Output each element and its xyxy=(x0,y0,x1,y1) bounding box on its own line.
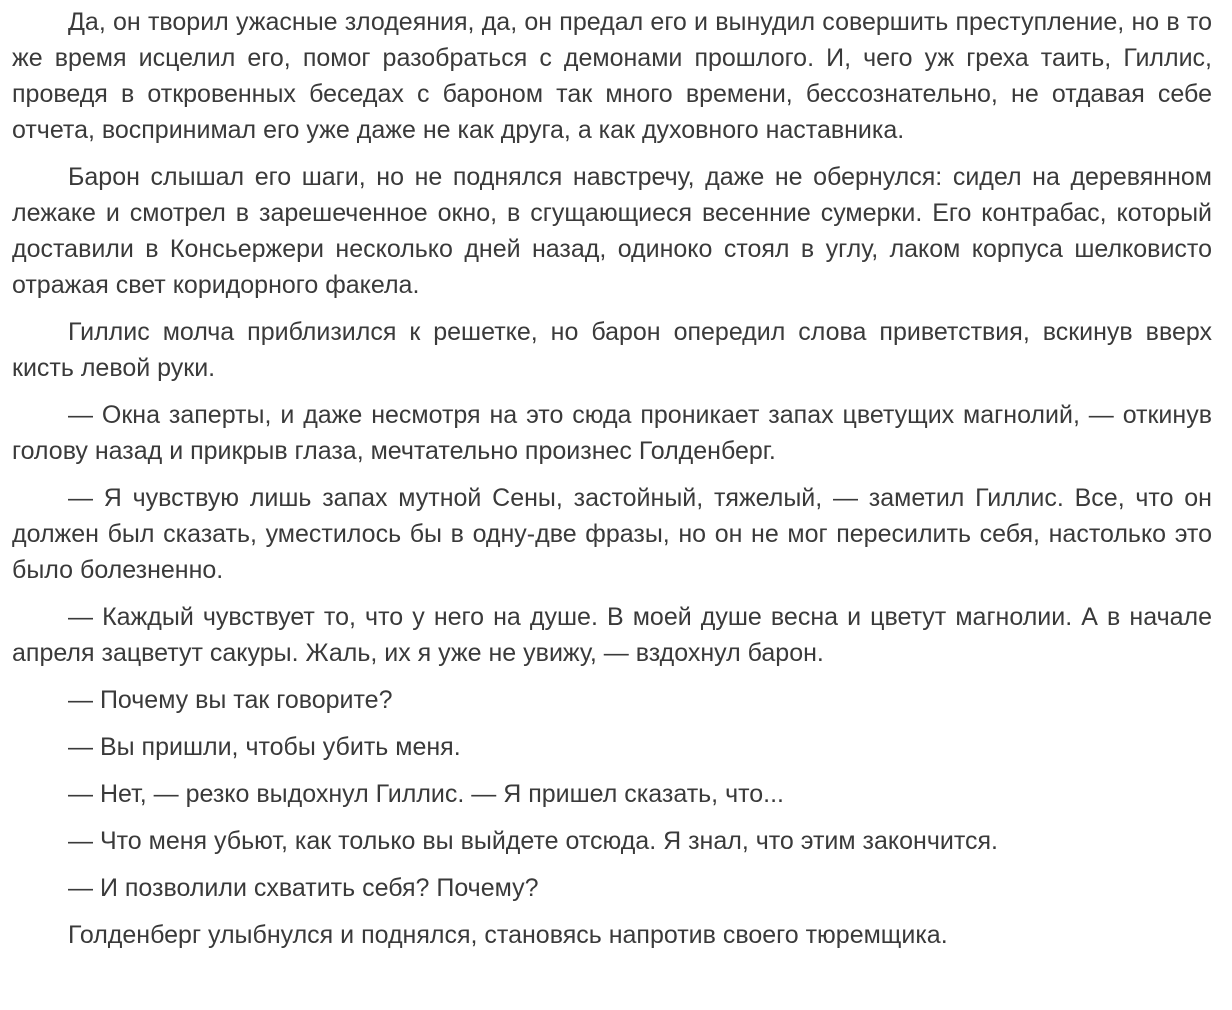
paragraph: Гиллис молча приблизился к решетке, но барон опередил слова приветствия, вскинув вверх кисть левой руки. xyxy=(12,318,1212,382)
paragraph: Голденберг улыбнулся и поднялся, становясь напротив своего тюремщика. xyxy=(68,921,948,949)
paragraph: — И позволили схватить себя? Почему? xyxy=(68,874,539,902)
paragraph: Барон слышал его шаги, но не поднялся навстречу, даже не обернулся: сидел на деревянном лежаке и смотрел в зарешеченное окно, в сгущающиеся весенние сумерки. Его контрабас, который доставили в Консьержери несколько дней назад, одиноко стоял в углу, лаком корпуса шелковисто отражая свет коридорного факела. xyxy=(12,163,1212,299)
paragraph: — Что меня убьют, как только вы выйдете отсюда. Я знал, что этим закончится. xyxy=(68,827,998,855)
paragraph: — Каждый чувствует то, что у него на душе. В моей душе весна и цветут магнолии. А в начале апреля зацветут сакуры. Жаль, их я уже не увижу, — вздохнул барон. xyxy=(12,603,1212,667)
paragraph: — Вы пришли, чтобы убить меня. xyxy=(68,733,461,761)
paragraph: Да, он творил ужасные злодеяния, да, он предал его и вынудил совершить преступление, но в то же время исцелил его, помог разобраться с демонами прошлого. И, чего уж греха таить, Гиллис, проведя в откровенных беседах с бароном так много времени, бессознательно, не отдавая себе отчета, воспринимал его уже даже не как друга, а как духовного наставника. xyxy=(12,8,1212,144)
paragraph: — Окна заперты, и даже несмотря на это сюда проникает запах цветущих магнолий, — откинув голову назад и прикрыв глаза, мечтательно произнес Голденберг. xyxy=(12,401,1212,465)
paragraph: — Нет, — резко выдохнул Гиллис. — Я пришел сказать, что... xyxy=(68,780,785,808)
paragraph: — Я чувствую лишь запах мутной Сены, застойный, тяжелый, — заметил Гиллис. Все, что он должен был сказать, уместилось бы в одну-две фразы, но он не мог пересилить себя, настолько это было болезненно. xyxy=(12,484,1212,584)
paragraph: — Почему вы так говорите? xyxy=(68,686,393,714)
